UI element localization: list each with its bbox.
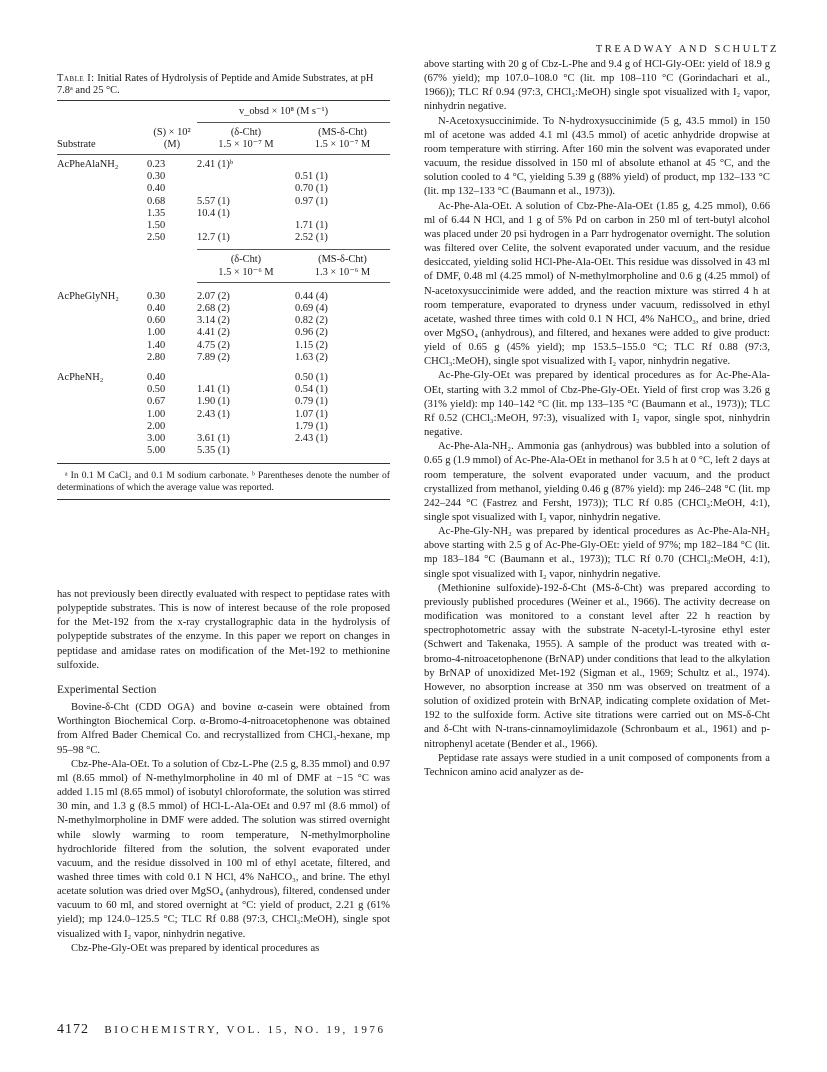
cell-msdcht-rate: 0.97 (1) [295,195,328,207]
cell-dcht-rate: 1.90 (1) [197,396,230,408]
cell-msdcht-rate: 1.79 (1) [295,420,328,432]
cell-substrate [57,196,147,208]
cell-dcht-rate: 3.61 (1) [197,433,230,445]
table-row [57,232,390,244]
table-row [57,327,390,339]
cell-concentration: 5.00 [147,445,166,457]
col-header-dcht-conc: 1.5 × 10⁻⁷ M [218,138,274,150]
table-caption-text: Initial Rates of Hydrolysis of Peptide and Amide Substrates, at pH 7.8ᵃ and 25 °C. [57,73,374,97]
cell-dcht-rate: 4.75 (2) [197,339,230,351]
mid-header-dcht-conc: 1.5 × 10⁻⁶ M [218,266,274,278]
table-footnote-rule [57,499,390,500]
cell-concentration: 2.80 [147,351,166,363]
cell-substrate: AcPheGlyNH₂ [57,290,119,302]
cell-substrate [57,303,147,315]
cell-concentration: 0.40 [147,303,166,315]
cell-msdcht-rate: 0.54 (1) [295,384,328,396]
col-header-conc-unit: (M) [163,138,181,150]
paragraph-continued: above starting with 20 g of Cbz-L-Phe and 9.4 g of HCl-Gly-OEt: yield of 18.9 g (67% yield); mp 107.0–108.0 °C (lit. mp 108–110 °C (Gorindachari et al., 1966)); TLC Rf 0.94 (97:3, CHCl₃:MeOH) single spot visualized with I₂ vapor, ninhydrin negative. [424,59,770,113]
col-header-dcht: (δ-Cht) [230,126,262,138]
table-mid-header [57,254,390,278]
paragraph-ac-phe-gly-oet: Ac-Phe-Gly-OEt was prepared by identical procedures as for Ac-Phe-Ala-OEt, starting with 3.2 mmol of Cbz-Phe-Gly-OEt. Yield of first crop was 3.26 g (31% yield): mp 140–142 °C (lit. mp 133–135 °C (Baumann et al., 1973)); TLC Rf 0.52 (CHCl₃:MeOH, 97:3), visualized with I₂ vapor, single spot, ninhydrin negative. [424,370,770,439]
table-row [57,433,390,445]
table-row [57,372,390,384]
cell-dcht-rate: 2.68 (2) [197,303,230,315]
table-row [57,159,390,171]
cell-msdcht-rate: 1.63 (2) [295,351,328,363]
mid-header-msdcht: (MS-δ-Cht) [318,254,367,266]
left-column-text [57,588,390,956]
table-row [57,340,390,352]
col-header-msdcht: (MS-δ-Cht) [318,126,367,138]
cell-concentration: 2.50 [147,232,166,244]
cell-substrate [57,315,147,327]
table-footnote: ᵃ In 0.1 M CaCl₂ and 0.1 M sodium carbonate. ᵇ Parentheses denote the number of determinations of which the average value was reported. [57,470,390,494]
cell-msdcht-rate: 0.44 (4) [295,290,328,302]
cell-msdcht-rate [295,208,390,220]
cell-substrate [57,220,147,232]
cell-concentration: 0.67 [147,396,166,408]
intro-paragraph: has not previously been directly evaluated with respect to peptidase rates with polypeptide substrates. This is now of interest because of the role proposed for the Met-192 from the x-ray crystallographic data in the hydrolysis of polypeptide substrates of the enzyme. In this paper we report on changes in peptidase and amidase rates on modification of the Met-192 to methionine sulfoxide. [57,589,390,671]
cell-concentration: 1.40 [147,339,166,351]
paragraph-cbz-phe-gly-oet: Cbz-Phe-Gly-OEt was prepared by identical procedures as [71,942,320,954]
page-number: 4172 [57,1022,89,1037]
cell-substrate [57,396,147,408]
cell-msdcht-rate: 1.07 (1) [295,408,328,420]
right-column-text [424,58,770,780]
cell-substrate [57,445,147,457]
cell-concentration: 1.35 [147,207,166,219]
paragraph-cbz-phe-ala-oet: Cbz-Phe-Ala-OEt. To a solution of Cbz-L-Phe (2.5 g, 8.35 mmol) and 0.97 ml (8.65 mmol) of N-methylmorpholine in 40 ml of DMF at −15 °C was added 1.15 ml (8.65 mmol) of isobutyl chloroformate, the solution was stirred 30 min, and 1.3 g (8.5 mmol) of HCl-L-Ala-OEt and 0.97 ml (8.6 mmol) of N-methylmorpholine in DMF were added. The solution was stirred overnight while slowly warming to room temperature, N-methylmorpholine hydrochloride filtered from the solution, the solvent evaporated under vacuum, and the residue dissolved in 100 ml of ethyl acetate, filtered, and washed three times with cold 0.1 N HCl, 4% NaHCO₃, and brine. The ethyl acetate solution was dried over MgSO₄ (anhydrous), filtered, condensed under vacuum to 60 ml, and stored overnight at °C: yield of product, 2.21 g (61% yield); mp 124.0–125.5 °C; TLC Rf 0.88 (97:3, CHCl₃:MeOH), single spot visualized with I₂ vapor, ninhydrin negative. [57,758,390,940]
table-header-rule [57,154,390,155]
cell-dcht-rate [197,171,295,183]
cell-msdcht-rate [295,445,390,457]
table-caption [57,73,390,97]
section-heading: Experimental Section [57,683,157,696]
cell-substrate [57,352,147,364]
cell-msdcht-rate: 0.82 (2) [295,315,328,327]
cell-msdcht-rate: 0.51 (1) [295,171,328,183]
cell-concentration: 0.68 [147,195,166,207]
cell-msdcht-rate: 2.43 (1) [295,433,328,445]
cell-msdcht-rate: 0.79 (1) [295,396,328,408]
table-row [57,315,390,327]
table-row [57,208,390,220]
cell-dcht-rate: 1.41 (1) [197,384,230,396]
cell-dcht-rate [197,220,295,232]
table-row [57,291,390,303]
cell-dcht-rate [197,421,295,433]
col-header-msdcht-conc: 1.5 × 10⁻⁷ M [314,138,371,150]
table-row [57,196,390,208]
paragraph-n-acetoxysuccinimide: N-Acetoxysuccinimide. To N-hydroxysuccinimide (5 g, 43.5 mmol) in 150 ml of acetone was added 4.1 ml (43.5 mmol) of acetic anhydride dropwise at room temperature with stirring. After 160 min the solvent was evaporated under vacuum, the residue dissolved in 150 ml of absolute ethanol at 45 °C, and the solution cooled to 4 °C, yielding 5.39 g (88% yield) of product, mp 132–133 °C (lit. mp 132–133 °C (Baumann et al., 1973)). [424,115,770,198]
cell-msdcht-rate: 2.52 (1) [295,232,328,244]
table-top-rule [57,100,390,101]
mid-header-dcht: (δ-Cht) [230,254,262,266]
mid-header-msdcht-conc: 1.3 × 10⁻⁶ M [314,266,371,278]
cell-concentration: 1.00 [147,327,166,339]
cell-concentration: 0.30 [147,171,166,183]
cell-substrate [57,340,147,352]
cell-msdcht-rate: 0.70 (1) [295,183,328,195]
paragraph-ms-delta-cht: (Methionine sulfoxide)-192-δ-Cht (MS-δ-Cht) was prepared according to previously published procedures (Weiner et al., 1966). The activity decrease on modification was monitored to a constant level after 22 h reaction by spectrophotometric assay with the substrate N-acetyl-L-tyrosine ethyl ester (Schwert and Takenaka, 1955). A sample of the product was treated with α-bromo-4-nitroacetophenone (BrNAP) under conditions that lead to the alkylation by BrNAP of unoxidized Met-192 (Sigman et al., 1969; Schultz et al., 1974). However, no absorption increase at 350 nm was observed on treatment of a solution of oxidized protein with BrNAP, indicating complete oxidation of Met-192 to the sulfoxide form. Active site titrations were carried out on MS-δ-Cht and δ-Cht with N-trans-cinnamoylimidazole (Schronbaum et al., 1961) and p-nitrophenyl acetate (Bender et al., 1966). [424,582,770,750]
cell-substrate [57,183,147,195]
table-row [57,384,390,396]
table-row [57,409,390,421]
cell-substrate [57,409,147,421]
paragraph-ac-phe-ala-oet: Ac-Phe-Ala-OEt. A solution of Cbz-Phe-Ala-OEt (1.85 g, 4.25 mmol), 0.66 ml of 6.44 N HCl, and 1 g of 5% Pd on carbon in 250 ml of tert-butyl alcohol was placed under 20 psi hydrogen in a Parr hydrogenator overnight. The solution was filtered over Celite, the solvent evaporated under vacuum, and the residue desiccated, yielding solid HCl-Phe-Ala-OEt. This residue was dissolved in 43 ml of DMF, 0.48 ml (4.25 mmol) of N-methylmorpholine and 0.6 g (4.25 mmol) of N-acetoxysuccinimide were added, and the reaction mixture was stirred 4 h at room temperature, evaporated to dryness under vacuum, redissolved in ethyl acetate, washed three times with cold 0.1 N HCl, 4% NaHCO₃, and brine, dried over MgSO₄ (anhydrous), and filtered, and hexanes were added to give product: yield of 0.65 g (45% yield); mp 153.5–155.0 °C; TLC Rf 0.88 (97:3, CHCl₃:MeOH), single spot visualized with I₂ vapor, ninhydrin negative. [424,200,770,368]
cell-msdcht-rate: 1.15 (2) [295,339,328,351]
cell-substrate: AcPheNH₂ [57,372,104,384]
cell-dcht-rate: 4.41 (2) [197,327,230,339]
cell-dcht-rate: 2.43 (1) [197,408,230,420]
cell-concentration: 0.30 [147,290,166,302]
cell-concentration: 2.00 [147,420,166,432]
cell-msdcht-rate: 0.50 (1) [295,372,328,384]
cell-substrate [57,327,147,339]
cell-msdcht-rate: 0.69 (4) [295,303,328,315]
table-spanner-rule [197,122,390,123]
table-row [57,220,390,232]
paragraph-ac-phe-ala-nh2: Ac-Phe-Ala-NH₂. Ammonia gas (anhydrous) was bubbled into a solution of 0.65 g (1.9 mmol) of Ac-Phe-Ala-OEt in methanol for 3.5 h at 0 °C, left 2 days at room temperature, the solvent evaporated under vacuum, and the product crystallized from methanol, yielding 0.46 g (87% yield): mp 246–248 °C (lit. mp 242–244 °C (Fastrez and Fersht, 1973)); TLC Rf 0.85 (CHCl₃:MeOH, 4:1), single spot visualized with I₂ vapor, ninhydrin negative. [424,441,770,523]
cell-dcht-rate [197,183,295,195]
cell-dcht-rate: 3.14 (2) [197,315,230,327]
page-footer [57,1022,386,1038]
paragraph-ac-phe-gly-nh2: Ac-Phe-Gly-NH₂ was prepared by identical procedures as Ac-Phe-Ala-NH₂ above starting with 2.5 g of Ac-Phe-Gly-OEt: yield of 97%; mp 182–184 °C (lit. mp 183–184 °C (Baumann et al., 1973)); TLC Rf 0.70 (CHCl₃:MeOH, 4:1), single spot visualized with I₂ vapor, ninhydrin negative. [424,526,770,580]
paragraph-materials: Bovine-δ-Cht (CDD OGA) and bovine α-casein were obtained from Worthington Biochemical Corp. α-Bromo-4-nitroacetophenone was obtained from Alfred Bader Chemical Co. and recrystallized from CHCl₃-hexane, mp 95–98 °C. [57,702,390,756]
running-head: TREADWAY AND SCHULTZ [595,44,779,55]
cell-dcht-rate: 10.4 (1) [197,207,230,219]
cell-substrate [57,433,147,445]
cell-msdcht-rate: 0.96 (2) [295,327,328,339]
cell-dcht-rate: 12.7 (1) [197,232,230,244]
cell-substrate [57,232,147,244]
journal-citation: BIOCHEMISTRY, VOL. 15, NO. 19, 1976 [104,1024,386,1036]
table-group-acphealanh2 [57,159,390,244]
cell-dcht-rate: 5.57 (1) [197,195,230,207]
cell-msdcht-rate: 1.71 (1) [295,220,328,232]
cell-dcht-rate: 5.35 (1) [197,445,230,457]
table-row [57,352,390,364]
cell-substrate: AcPheAlaNH₂ [57,159,119,171]
cell-dcht-rate [197,372,295,384]
cell-dcht-rate: 7.89 (2) [197,351,230,363]
table-row [57,303,390,315]
table-mid-rule-2 [197,282,390,283]
table-row [57,183,390,195]
table-label: Table I: [57,73,95,84]
table-bottom-rule [57,463,390,464]
paragraph-peptidase-assays: Peptidase rate assays were studied in a unit composed of components from a Technicon amino acid analyzer as de- [424,752,770,778]
cell-dcht-rate: 2.07 (2) [197,290,230,302]
cell-concentration: 0.50 [147,384,166,396]
cell-substrate [57,421,147,433]
table-spanner: v_obsd × 10⁸ (M s⁻¹) [238,106,329,118]
table-header [57,127,390,151]
cell-dcht-rate: 2.41 (1)ᵇ [197,159,234,171]
table-mid-rule [197,249,390,250]
cell-concentration: 3.00 [147,433,166,445]
table-group-acpheglynh2 [57,291,390,364]
table-row [57,171,390,183]
cell-concentration: 0.40 [147,183,166,195]
table-1 [57,73,390,500]
cell-substrate [57,384,147,396]
table-row [57,445,390,457]
cell-concentration: 1.00 [147,408,166,420]
table-row [57,396,390,408]
cell-concentration: 0.60 [147,315,166,327]
cell-concentration: 1.50 [147,220,166,232]
table-row [57,421,390,433]
table-group-acphenh2 [57,372,390,457]
cell-concentration: 0.40 [147,372,166,384]
cell-msdcht-rate [295,159,390,171]
cell-concentration: 0.23 [147,159,166,171]
col-header-conc: (S) × 10² [153,126,191,138]
col-header-substrate: Substrate [57,138,96,150]
cell-substrate [57,171,147,183]
cell-substrate [57,208,147,220]
